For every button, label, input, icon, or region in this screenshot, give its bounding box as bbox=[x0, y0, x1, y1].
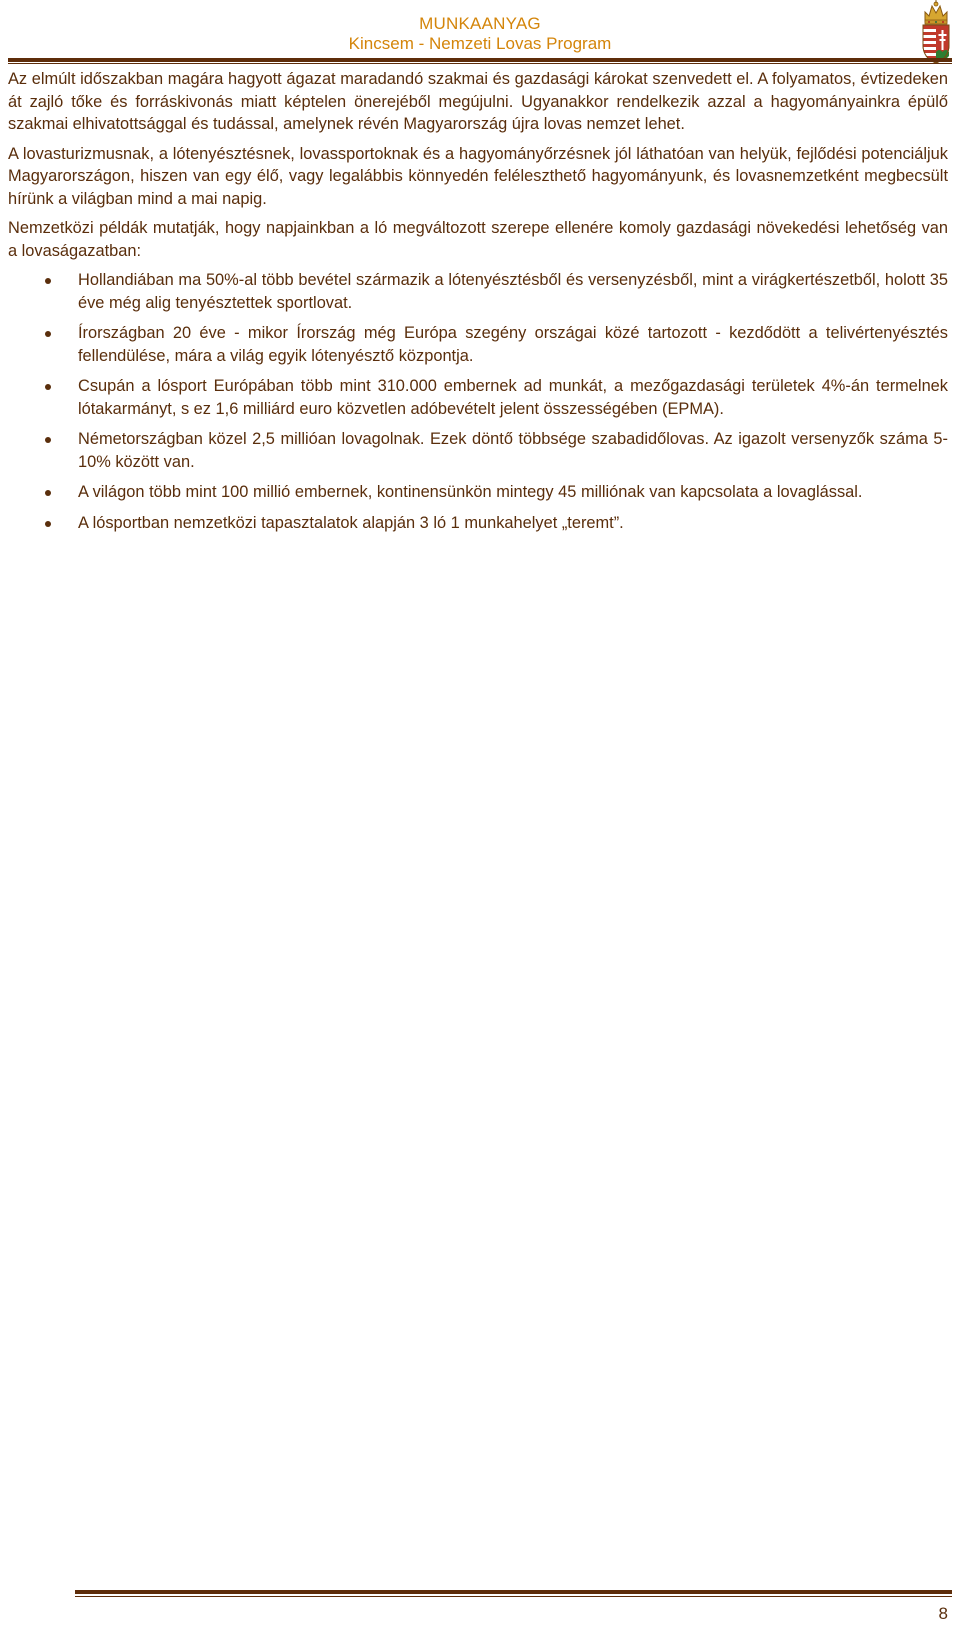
list-item-text: Csupán a lósport Európában több mint 310.000 embernek ad munkát, a mezőgazdasági területek 4%-án termelnek lótakarmányt, s ez 1,6 milliárd euro közvetlen adóbevételt jelent összességében (EPMA). bbox=[78, 377, 948, 418]
list-item bbox=[8, 375, 948, 420]
bullet-icon bbox=[45, 521, 51, 527]
list-item-text: A lósportban nemzetközi tapasztalatok alapján 3 ló 1 munkahelyet „teremt”. bbox=[78, 513, 624, 532]
paragraph-potential: A lovasturizmusnak, a lótenyésztésnek, lovassportoknak és a hagyományőrzésnek jól láthatóan van helyük, fejlődési potenciáljuk Magyarországon, hiszen van egy élő, vagy legalábbis könnyedén feléleszthető hagyományunk, és lovasnemzetként megbecsült hírünk a világban mind a mai napig. bbox=[8, 144, 948, 208]
list-item-text: Németországban közel 2,5 millióan lovagolnak. Ezek döntő többsége szabadidőlovas. Az igazolt versenyzők száma 5-10% között van. bbox=[78, 430, 948, 471]
bullet-icon bbox=[45, 490, 51, 496]
page-number: 8 bbox=[938, 1604, 948, 1623]
list-item bbox=[8, 322, 948, 367]
list-item-text: Hollandiában ma 50%-al több bevétel származik a lótenyésztésből és versenyzésből, mint a virágkertészetből, holott 35 éve még alig tenyésztettek sportlovat. bbox=[78, 271, 948, 312]
list-item bbox=[8, 428, 948, 473]
document-body bbox=[8, 68, 948, 542]
bullet-icon bbox=[45, 384, 51, 390]
list-item bbox=[8, 269, 948, 314]
paragraph-intro: Az elmúlt időszakban magára hagyott ágazat maradandó szakmai és gazdasági károkat szenvedett el. A folyamatos, évtizedeken át zajló tőke és forráskivonás miatt képtelen önerejéből megújulni. Ugyanakkor rendelkezik azzal a hagyományainkra épülő szakmai elhivatottsággal és tudással, amelynek révén Magyarország újra lovas nemzet lehet. bbox=[8, 70, 948, 133]
header-rule bbox=[8, 58, 952, 65]
footer-rule-thick bbox=[75, 1590, 952, 1594]
paragraph-international: Nemzetközi példák mutatják, hogy napjainkban a ló megváltozott szerepe ellenére komoly gazdasági növekedési lehetőség van a lovaságazatban: bbox=[8, 219, 948, 260]
footer-rule bbox=[75, 1590, 952, 1598]
header-titles bbox=[0, 14, 960, 54]
footer-rule-thin bbox=[75, 1596, 952, 1597]
header-subtitle: Kincsem - Nemzeti Lovas Program bbox=[348, 34, 612, 53]
header-title: MUNKAANYAG bbox=[419, 14, 541, 33]
page-header bbox=[0, 0, 960, 66]
header-rule-thin bbox=[8, 63, 952, 64]
bullet-icon bbox=[45, 437, 51, 443]
list-item bbox=[8, 481, 948, 504]
header-rule-thick bbox=[8, 58, 952, 62]
bullet-icon bbox=[45, 331, 51, 337]
examples-bullet-list bbox=[8, 269, 948, 534]
list-item-text: Írországban 20 éve - mikor Írország még Európa szegény országai közé tartozott - kezdődött a telivértenyésztés fellendülése, mára a világ egyik lótenyésztő központja. bbox=[78, 324, 948, 365]
list-item bbox=[8, 512, 948, 535]
list-item-text: A világon több mint 100 millió embernek, kontinensünkön mintegy 45 milliónak van kapcsolata a lovaglással. bbox=[78, 483, 863, 501]
bullet-icon bbox=[45, 278, 51, 284]
